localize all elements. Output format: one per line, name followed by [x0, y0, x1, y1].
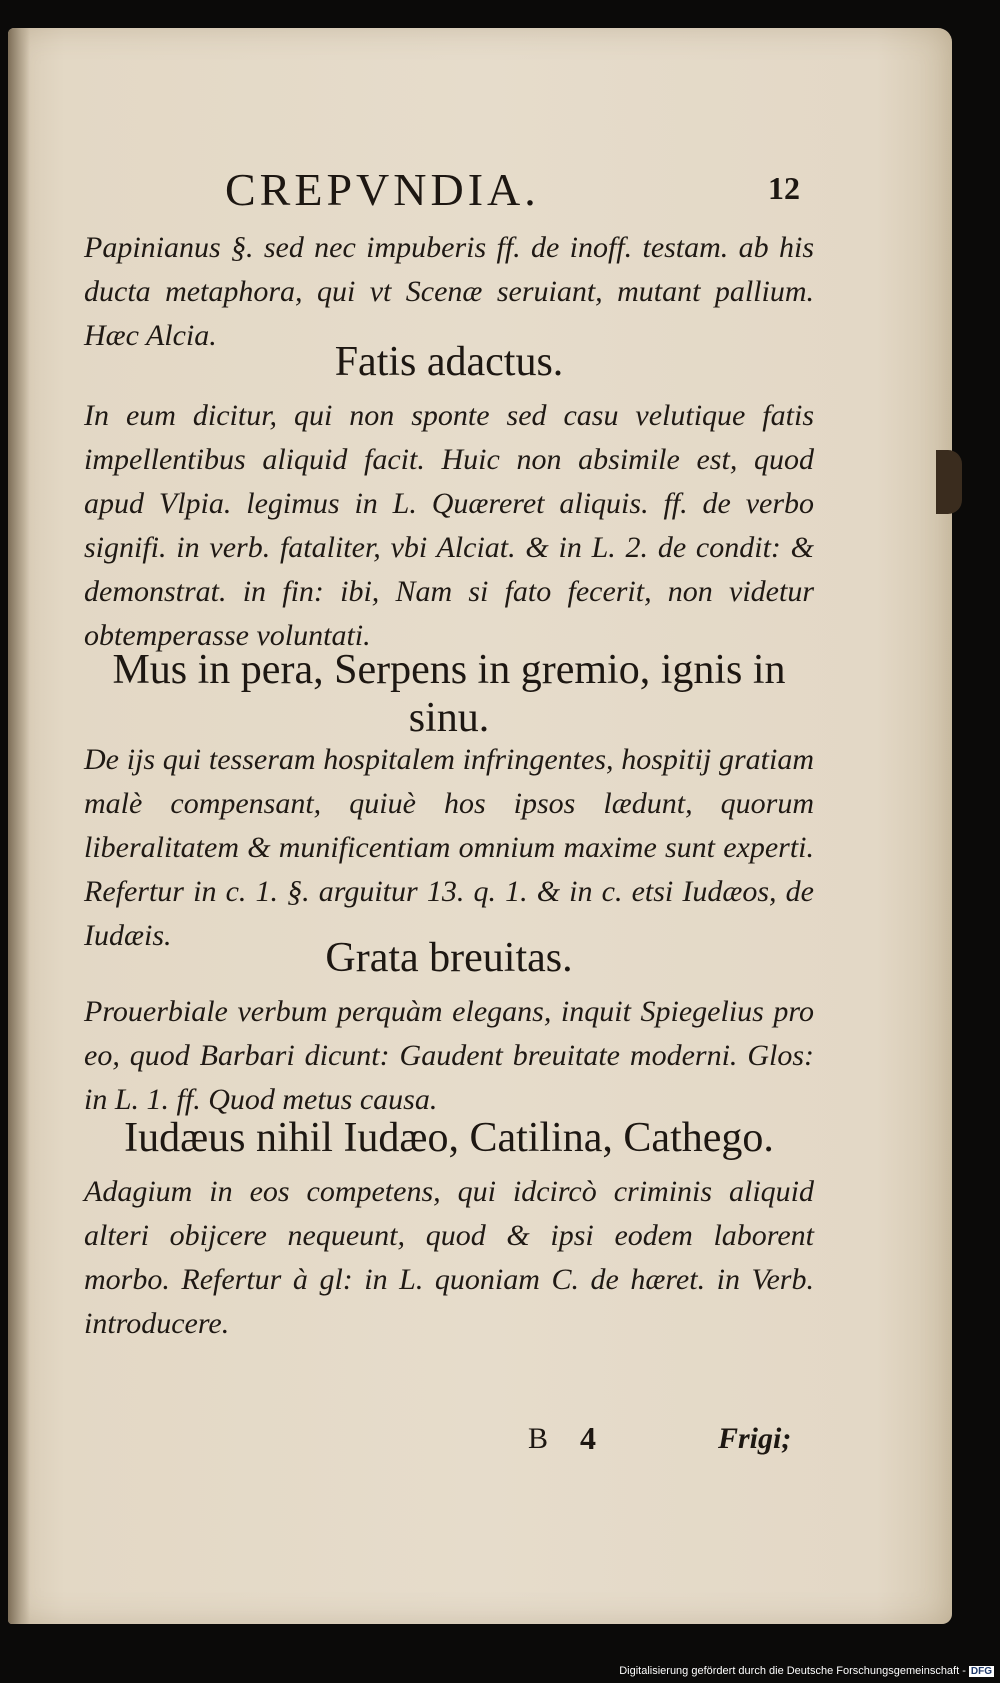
signature-number: 4 — [580, 1420, 596, 1456]
page-spine-shadow — [8, 28, 30, 1624]
catchword: Frigi; — [718, 1422, 792, 1455]
dfg-logo: DFG — [970, 1666, 992, 1677]
paragraph-grata-breuitas: Prouerbiale verbum perquàm elegans, inquit Spiegelius pro eo, quod Barbari dicunt: Gaudent breuitate moderni. Glos: in L. 1. ff. Quod metus causa. — [84, 995, 814, 1116]
digitization-footer — [619, 1665, 994, 1677]
heading-mus-in-pera: Mus in pera, Serpens in gremio, ignis in sinu. — [112, 647, 786, 741]
heading-iudaeus: Iudæus nihil Iudæo, Catilina, Cathego. — [124, 1115, 774, 1161]
heading-grata-breuitas: Grata breuitas. — [325, 935, 573, 981]
paragraph-mus-in-pera: De ijs qui tesseram hospitalem infringentes, hospitij gratiam malè compensant, quiuè hos ipsos lædunt, quorum liberalitatem & munificentiam omnium maxime sunt experti. Refertur in c. 1. §. arguitur 13. q. 1. & in c. etsi Iudæos, de Iudæis. — [84, 743, 814, 952]
heading-fatis-adactus: Fatis adactus. — [334, 339, 564, 385]
page-tab — [936, 450, 962, 514]
page-number: 12 — [768, 170, 800, 206]
paragraph-iudaeus: Adagium in eos competens, qui idcircò criminis aliquid alteri obijcere nequeunt, quod & ipsi eodem laborent morbo. Refertur à gl: in L. quoniam C. de hæret. in Verb. introducere. — [84, 1175, 814, 1340]
signature-mark: B — [528, 1422, 549, 1455]
footer-credit: Digitalisierung gefördert durch die Deutsche Forschungsgemeinschaft - — [619, 1665, 966, 1677]
paragraph-fatis-adactus: In eum dicitur, qui non sponte sed casu velutique fatis impellentibus aliquid facit. Huic non absimile est, quod apud Vlpia. legimus in L. Quæreret aliquis. ff. de verbo signifi. in verb. fataliter, vbi Alciat. & in L. 2. de condit: & demonstrat. in fin: ibi, Nam si fato fecerit, non videtur obtemperasse voluntati. — [84, 399, 814, 652]
paragraph-continuation: Papinianus §. sed nec impuberis ff. de inoff. testam. ab his ducta metaphora, qui vt Scenæ seruiant, mutant pallium. Hæc Alcia. — [84, 231, 814, 352]
running-head: CREPVNDIA. — [225, 164, 540, 215]
